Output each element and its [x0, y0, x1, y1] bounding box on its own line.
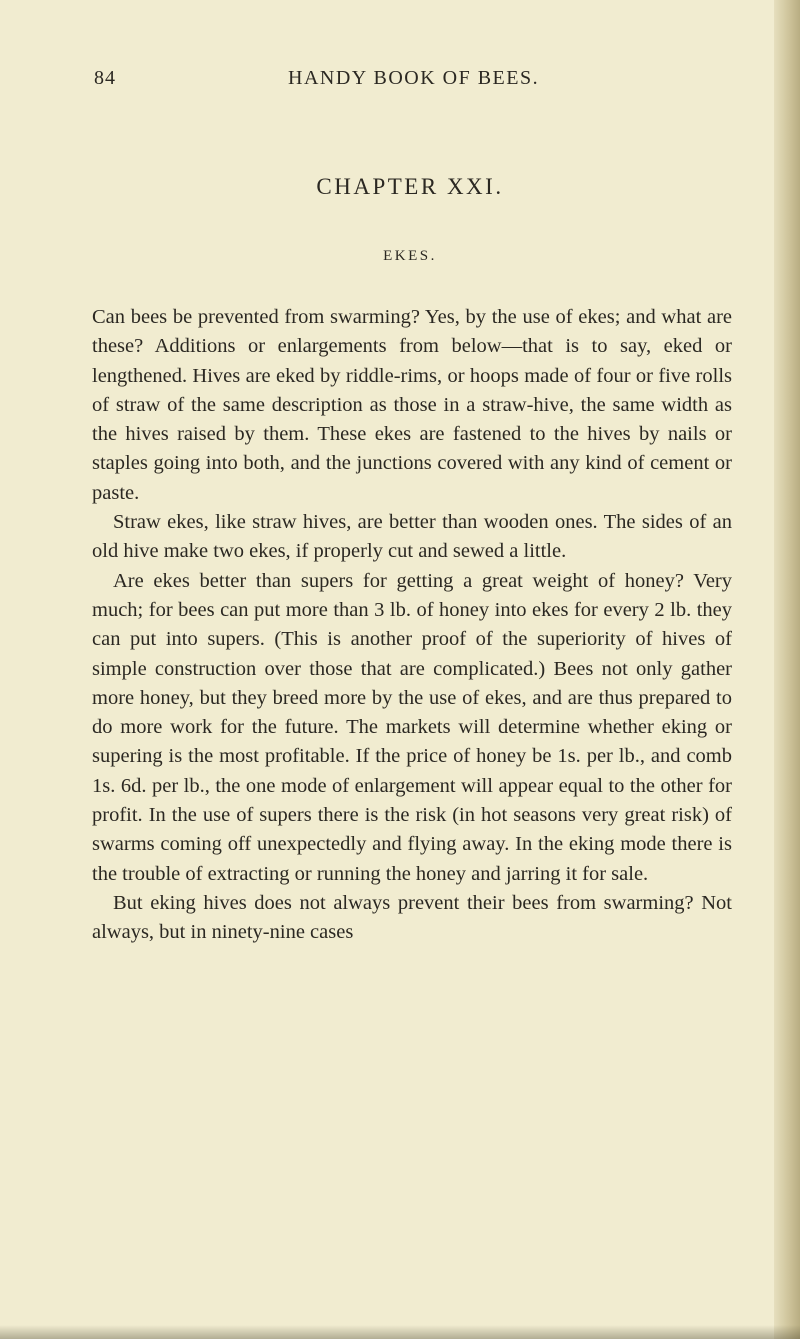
paragraph: Are ekes better than supers for getting a great weight of honey? Very much; for bees can put more than 3 lb. of honey into ekes for every 2 lb. they can put into supers. (This is another proof of the superiority of hives of simple construction over those that are complicated.) Bees not only gather more honey, but they breed more by the use of ekes, and are thus prepared to do more work for the future. The markets will determine whether eking or supering is the most profitable. If the price of honey be 1s. per lb., and comb 1s. 6d. per lb., the one mode of enlargement will appear equal to the other for profit. In the use of supers there is the risk (in hot seasons very great risk) of swarms coming off unexpectedly and flying away. In the eking mode there is the trouble of extracting or running the honey and jarring it for sale.: [92, 569, 732, 885]
page-header: [94, 67, 684, 95]
running-head: HANDY BOOK OF BEES.: [288, 67, 540, 89]
page-number: 84: [94, 67, 116, 89]
chapter-title: CHAPTER XXI.: [316, 174, 504, 199]
page-edge: [774, 0, 800, 1339]
paragraph: Straw ekes, like straw hives, are better than wooden ones. The sides of an old hive make two ekes, if properly cut and sewed a little.: [92, 511, 732, 563]
paragraph: But eking hives does not always prevent their bees from swarming? Not always, but in ninety-nine cases: [92, 891, 732, 944]
paragraph: Can bees be prevented from swarming? Yes, by the use of ekes; and what are these? Additions or enlargements from below—that is to say, eked or lengthened. Hives are eked by riddle-rims, or hoops made of four or five rolls of straw of the same description as those in a straw-hive, the same width as the hives raised by them. These ekes are fastened to the hives by nails or staples going into both, and the junctions covered with any kind of cement or paste.: [92, 306, 732, 504]
body-text: [92, 303, 732, 948]
page-bottom-shadow: [0, 1325, 800, 1339]
chapter-subtitle: EKES.: [383, 248, 437, 264]
